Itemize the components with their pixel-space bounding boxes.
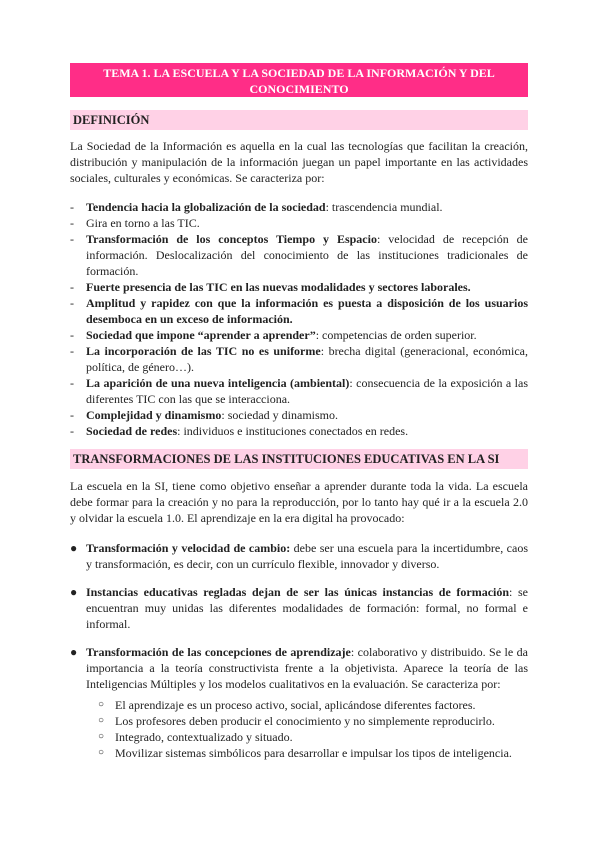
list-item-text: : individuos e instituciones conectados en redes. — [177, 424, 409, 438]
list-marker: - — [70, 280, 74, 294]
list-item — [70, 279, 528, 295]
list-item-bold: La aparición de una nueva inteligencia (ambiental) — [86, 376, 350, 390]
list-item-bold: Transformación de las concepciones de aprendizaje — [86, 645, 351, 659]
circle-marker: ○ — [98, 731, 105, 742]
sublist-item-text: Integrado, contextualizado y situado. — [115, 730, 293, 744]
list-item — [70, 644, 528, 692]
list-item-text: : sociedad y dinamismo. — [221, 408, 339, 422]
list-item — [70, 295, 528, 327]
definicion-intro: La Sociedad de la Información es aquella en la cual las tecnologías que facilitan la creación, distribución y manipulación de la información juegan un papel importante en las actividades sociales, culturales y económicas. Se caracteriza por: — [70, 139, 528, 185]
sublist-item-text: Movilizar sistemas simbólicos para desarrollar e impulsar los tipos de inteligencia. — [115, 746, 512, 760]
circle-marker: ○ — [98, 699, 105, 710]
list-item-text: : se encuentran muy unidas las diferentes modalidades de formación: formal, no formal e informal. — [86, 585, 528, 631]
list-marker: - — [70, 376, 74, 390]
list-item-bold: Transformación y velocidad de cambio: — [86, 541, 291, 555]
list-marker: ● — [70, 541, 78, 555]
circle-marker: ○ — [98, 715, 105, 726]
list-item-bold: Amplitud y rapidez con que la información es puesta a disposición de los usuarios desemboca en un exceso de información. — [86, 296, 528, 326]
transformaciones-intro: La escuela en la SI, tiene como objetivo enseñar a aprender durante toda la vida. La escuela debe formar para la creación y no para la reproducción, por lo tanto hay qué ir a la escuela 2.0 y olvidar la escuela 1.0. El aprendizaje en la era digital ha provocado: — [70, 479, 528, 525]
list-item-bold: La incorporación de las TIC no es uniforme — [86, 344, 321, 358]
section-heading-transformaciones: TRANSFORMACIONES DE LAS INSTITUCIONES EDUCATIVAS EN LA SI — [70, 449, 528, 469]
sublist-item — [98, 697, 528, 713]
list-marker: - — [70, 344, 74, 358]
list-marker: - — [70, 232, 74, 246]
list-item — [70, 540, 528, 572]
transformaciones-sublist — [98, 697, 528, 761]
sublist-item-text: El aprendizaje es un proceso activo, social, aplicándose diferentes factores. — [115, 698, 476, 712]
list-item — [70, 375, 528, 407]
list-marker: ● — [70, 645, 78, 659]
list-item — [70, 343, 528, 375]
list-item — [70, 327, 528, 343]
list-item-text: debe ser una escuela para la incertidumbre, caos y transformación, es decir, con un currículo flexible, innovador y diverso. — [86, 541, 528, 571]
list-marker: - — [70, 216, 74, 230]
list-item — [70, 584, 528, 632]
list-item — [70, 407, 528, 423]
transformaciones-list — [70, 540, 528, 704]
list-item-text: Gira en torno a las TIC. — [86, 216, 200, 230]
sublist-item — [98, 713, 528, 729]
sublist-item — [98, 729, 528, 745]
list-item-text: : consecuencia de la exposición a las diferentes TIC con las que se interacciona. — [86, 376, 528, 406]
list-item-bold: Transformación de los conceptos Tiempo y Espacio — [86, 232, 377, 246]
list-item-text: : colaborativo y distribuido. Se le da importancia a la teoría constructivista frente a la objetivista. Aparece la teoría de las Inteligencias Múltiples y los modelos cualitativos en la evaluación. Se caracteriza por: — [86, 645, 528, 691]
list-item-text: : competencias de orden superior. — [315, 328, 477, 342]
list-item-bold: Sociedad de redes — [86, 424, 178, 438]
list-item — [70, 423, 528, 439]
list-marker: ● — [70, 585, 78, 599]
list-item-bold: Sociedad que impone “aprender a aprender” — [86, 328, 316, 342]
page-title: TEMA 1. LA ESCUELA Y LA SOCIEDAD DE LA INFORMACIÓN Y DEL CONOCIMIENTO — [70, 63, 528, 97]
definicion-list — [70, 199, 528, 439]
list-item-bold: Complejidad y dinamismo — [86, 408, 222, 422]
sublist-item — [98, 745, 528, 761]
list-item-bold: Fuerte presencia de las TIC en las nuevas modalidades y sectores laborales. — [86, 280, 471, 294]
list-item-bold: Tendencia hacia la globalización de la sociedad — [86, 200, 326, 214]
list-item — [70, 215, 528, 231]
sublist-item-text: Los profesores deben producir el conocimiento y no simplemente reproducirlo. — [115, 714, 495, 728]
list-marker: - — [70, 424, 74, 438]
list-item-text: : trascendencia mundial. — [325, 200, 443, 214]
list-marker: - — [70, 296, 74, 310]
list-item — [70, 199, 528, 215]
list-item-text: : velocidad de recepción de información. Deslocalización del conocimiento de las instituciones tradicionales de formación. — [86, 232, 528, 278]
list-marker: - — [70, 408, 74, 422]
circle-marker: ○ — [98, 747, 105, 758]
section-heading-definicion: DEFINICIÓN — [70, 110, 528, 130]
list-item — [70, 231, 528, 279]
list-item-text: : brecha digital (generacional, económica, política, de género…). — [86, 344, 529, 374]
list-item-bold: Instancias educativas regladas dejan de ser las únicas instancias de formación — [86, 585, 510, 599]
list-marker: - — [70, 328, 74, 342]
list-marker: - — [70, 200, 74, 214]
